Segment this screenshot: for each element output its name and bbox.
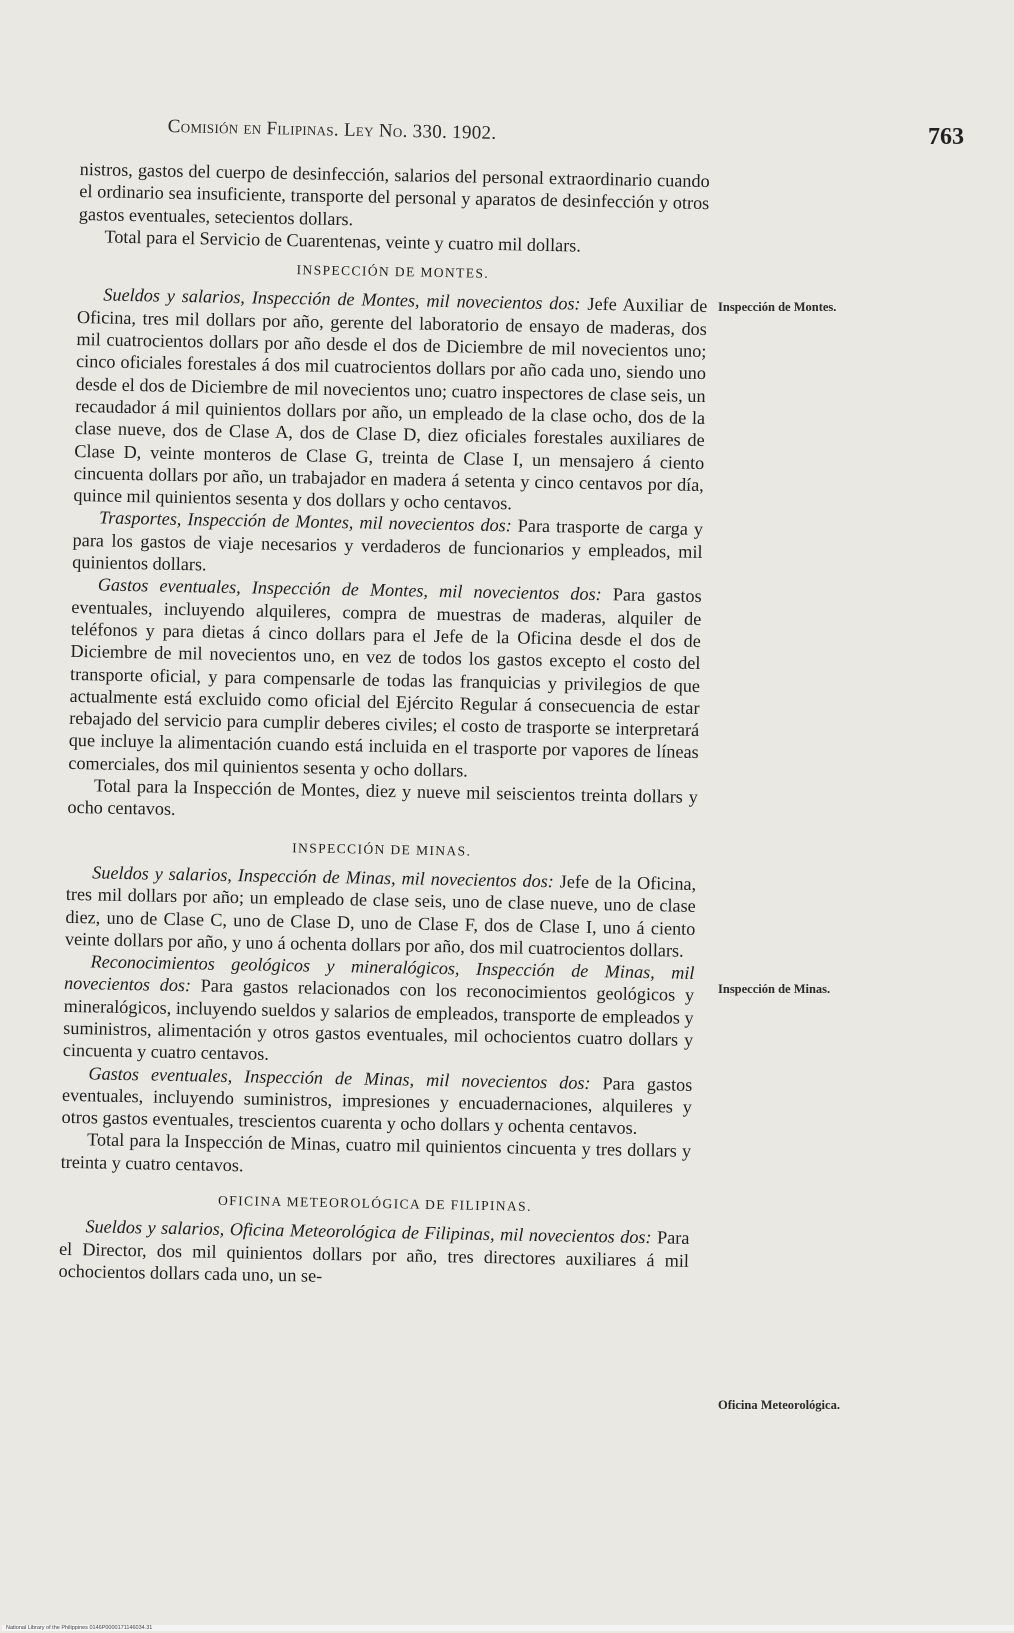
minas-reconoc-lead: Reconocimientos geológicos y mineralógicos, Inspección de Minas, mil novecientos dos: (63, 951, 695, 996)
minas-gastos-text: Para gastos eventuales, incluyendo suministros, impresiones y encuadernaciones, alquileres y otros gastos eventuales, trescientos cuarenta y ocho dollars y ochenta centavos. (61, 1072, 693, 1139)
margin-note-meteorologica: Oficina Meteorológica. (718, 1398, 840, 1412)
section-heading-minas: INSPECCIÓN DE MINAS. (292, 839, 472, 859)
montes-sueldos-text: Jefe Auxiliar de Oficina, tres mil dollars por año, gerente del laboratorio de ensayo de maderas, dos mil cuatrocientos dollars por año desde el dos de Diciembre de mil novecientos uno; cinco oficiales forestales á dos mil cuatrocientos dollars por año cada uno, siendo uno desde el dos de Diciembre de mil novecientos uno; cuatro inspectores de clase seis, un recaudador á mil quinientos dollars por año, un empleado de la clase ocho, dos de la clase nueve, dos de Clase A, dos de Clase D, diez oficiales forestales auxiliares de Clase D, veinte monteros de Clase G, treinta de Clase I, un mensajero á ciento cincuenta dollars por año, un trabajador en madera á setenta y cinco centavos por día, quince mil quinientos sesenta y dos dollars y ocho centavos. (73, 294, 708, 514)
montes-transportes-lead: Trasportes, Inspección de Montes, mil novecientos dos: (98, 507, 512, 536)
paragraph-total-cuarentenas: Total para el Servicio de Cuarentenas, veinte y cuatro mil dollars. (104, 226, 582, 256)
paragraph-montes-total: Total para la Inspección de Montes, diez y nueve mil seiscientos treinta dollars y ocho centavos. (67, 775, 699, 820)
paragraph-minas-total: Total para la Inspección de Minas, cuatro mil quinientos cincuenta y tres dollars y treinta y cuatro centavos. (60, 1129, 692, 1176)
section-heading-montes: INSPECCIÓN DE MONTES. (296, 262, 490, 282)
meteoro-sueldos-lead: Sueldos y salarios, Oficina Meteorológica de Filipinas, mil novecientos dos: (85, 1216, 652, 1248)
meteoro-sueldos-text: Para el Director, dos mil quinientos dollars por año, tres directores auxiliares á mil ochocientos dollars cada uno, un se- (58, 1227, 690, 1286)
montes-gastos-lead: Gastos eventuales, Inspección de Montes, mil novecientos dos: (97, 574, 602, 605)
minas-gastos-lead: Gastos eventuales, Inspección de Minas, mil novecientos dos: (88, 1062, 591, 1093)
minas-sueldos-text: Jefe de la Oficina, tres mil dollars por año; un empleado de clase seis, uno de clase nueve, uno de clase diez, uno de Clase C, uno de Clase D, uno de Clase F, dos de Clase I, uno á ciento veinte dollars por año, y uno á ochenta dollars por año, dos mil cuatrocientos dollars. (64, 871, 697, 961)
minas-reconoc-text: Para gastos relacionados con los reconocimientos geológicos y mineralógicos, incluyendo sueldos y salarios de empleados, transporte de empleados y suministros, alimentación y otros gastos eventuales, mil ochocientos cuatro dollars y cincuenta y cuatro centavos. (62, 975, 695, 1065)
montes-transportes-text: Para trasporte de carga y para los gastos de viaje necesarios y verdaderos de funcionarios y empleados, mil quinientos dollars. (72, 515, 704, 575)
margin-note-minas: Inspección de Minas. (718, 982, 831, 996)
montes-sueldos-lead: Sueldos y salarios, Inspección de Montes, mil novecientos dos: (103, 284, 581, 315)
montes-gastos-text: Para gastos eventuales, incluyendo alquileres, compra de muestras de maderas, alquiler de teléfonos y para dietas á cinco dollars para el Jefe de la Oficina desde el dos de Diciembre de mil novecientos uno, en vez de todos los gastos excepto el costo del transporte oficial, y para compensarle de todas las franquicias y privilegios de que actualmente está excluido como oficial del Ejército Regular á consecuencia de estar rebajado del servicio para cumplir deberes civiles; el costo de trasporte se interpretará que incluye la alimentación cuando está incluida en el trasporte por vapores de líneas comerciales, dos mil quinientos sesenta y ocho dollars. (68, 584, 702, 781)
paragraph-montes-gastos (68, 573, 702, 786)
body-text (58, 158, 709, 1294)
margin-note-montes: Inspección de Montes. (718, 300, 837, 314)
running-head: Comisión en Filipinas. Ley No. 330. 1902. (167, 116, 497, 144)
paragraph-minas-sueldos (65, 861, 697, 962)
paragraph-montes-sueldos (73, 283, 707, 518)
paragraph-minas-gastos (61, 1061, 692, 1140)
paragraph-continued: nistros, gastos del cuerpo de desinfección, salarios del personal extraordinario cuando el ordinario sea insuficiente, transporte del personal y aparatos de desinfección y otros gastos eventuales, setecientos dollars. (78, 158, 710, 229)
paragraph-montes-transportes (72, 506, 703, 585)
page-number: 763 (928, 124, 964, 150)
minas-sueldos-lead: Sueldos y salarios, Inspección de Minas, mil novecientos dos: (92, 862, 555, 892)
scan-footer: National Library of the Philippines 0146P0000171146034.31 (2, 1625, 1014, 1631)
section-heading-meteorologica: OFICINA METEOROLÓGICA DE FILIPINAS. (217, 1192, 532, 1214)
paragraph-meteoro-sueldos (58, 1215, 689, 1294)
paragraph-minas-reconocimientos (63, 950, 695, 1074)
